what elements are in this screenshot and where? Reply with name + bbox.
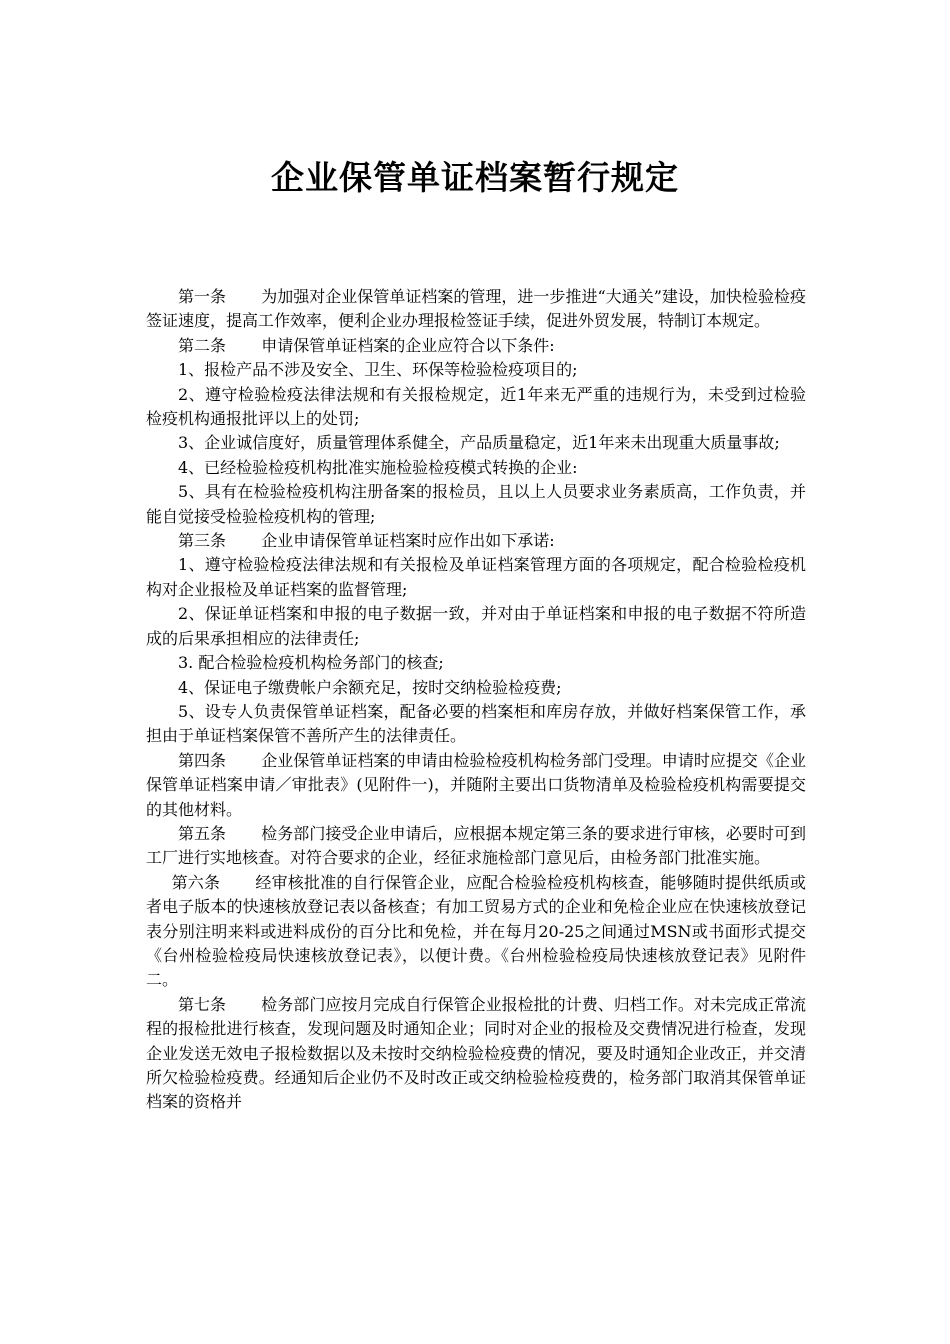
list-item <box>146 480 806 529</box>
list-item <box>146 358 806 382</box>
article-text: 检务部门接受企业申请后，应根据本规定第三条的要求进行审核，必要时可到工厂进行实地核查。对符合要求的企业，经征求施检部门意见后，由检务部门批准实施。 <box>146 823 806 868</box>
article-text: 为加强对企业保管单证档案的管理，进一步推进“大通关”建设，加快检验检疫签证速度，提高工作效率，便利企业办理报检签证手续，促进外贸发展，特制订本规定。 <box>146 287 806 331</box>
list-item-text: 2、遵守检验检疫法律法规和有关报检规定，近1年来无严重的违规行为，未受到过检验检疫机构通报批评以上的处罚; <box>146 384 806 429</box>
article-text: 企业申请保管单证档案时应作出如下承诺: <box>261 531 555 551</box>
list-item <box>146 651 806 675</box>
list-item-text: 2、保证单证档案和申报的电子数据一致，并对由于单证档案和申报的电子数据不符所造成的后果承担相应的法律责任; <box>146 604 806 648</box>
document-body <box>146 285 806 1115</box>
article-6 <box>146 871 806 993</box>
article-label: 第四条 <box>178 750 227 770</box>
list-item <box>146 383 806 432</box>
article-5 <box>146 822 806 871</box>
list-item <box>146 431 806 455</box>
list-item-text: 4、保证电子缴费帐户余额充足，按时交纳检验检疫费; <box>178 677 562 697</box>
list-item-text: 3. 配合检验检疫机构检务部门的核查; <box>178 653 444 673</box>
article-text: 检务部门应按月完成自行保管企业报检批的计费、归档工作。对未完成正常流程的报检批进行核查，发现问题及时通知企业；同时对企业的报检及交费情况进行检查，发现企业发送无效电子报检数据以及未按时交纳检验检疫费的情况，要及时通知企业改正，并交清所欠检验检疫费。经通知后企业仍不及时改正或交纳检验检疫费的，检务部门取消其保管单证档案的资格并 <box>146 994 806 1112</box>
list-item-text: 5、具有在检验检疫机构注册备案的报检员，且以上人员要求业务素质高，工作负责，并能自觉接受检验检疫机构的管理; <box>146 482 806 526</box>
article-label: 第二条 <box>178 335 227 355</box>
article-label: 第五条 <box>178 823 227 843</box>
article-3 <box>146 529 806 553</box>
list-item <box>146 602 806 651</box>
article-2 <box>146 334 806 358</box>
page-title: 企业保管单证档案暂行规定 <box>271 158 679 197</box>
list-item <box>146 700 806 749</box>
list-item <box>146 456 806 480</box>
article-text: 经审核批准的自行保管企业，应配合检验检疫机构核查，能够随时提供纸质或者电子版本的快速核放登记表以备核查；有加工贸易方式的企业和免检企业应在快速核放登记表分别注明来料或进料成份的百分比和免检，并在每月20-25之间通过MSN或书面形式提交《台州检验检疫局快速核放登记表》，以便计费。《台州检验检疫局快速核放登记表》见附件二。 <box>146 872 806 990</box>
list-item-text: 5、设专人负责保管单证档案，配备必要的档案柜和库房存放，并做好档案保管工作，承担由于单证档案保管不善所产生的法律责任。 <box>146 701 806 746</box>
list-item-text: 4、已经检验检疫机构批准实施检验检疫模式转换的企业: <box>178 457 578 477</box>
article-1 <box>146 285 806 334</box>
article-4 <box>146 749 806 822</box>
article-label: 第一条 <box>178 287 227 306</box>
list-item <box>146 553 806 602</box>
article-7 <box>146 993 806 1115</box>
list-item-text: 1、遵守检验检疫法律法规和有关报检及单证档案管理方面的各项规定，配合检验检疫机构对企业报检及单证档案的监督管理; <box>146 555 806 599</box>
article-label: 第六条 <box>171 872 221 892</box>
article-text: 申请保管单证档案的企业应符合以下条件: <box>261 335 555 355</box>
article-label: 第三条 <box>178 531 227 551</box>
article-label: 第七条 <box>178 994 227 1014</box>
article-text: 企业保管单证档案的申请由检验检疫机构检务部门受理。申请时应提交《企业保管单证档案申请／审批表》(见附件一)，并随附主要出口货物清单及检验检疫机构需要提交的其他材料。 <box>146 750 806 819</box>
list-item-text: 1、报检产品不涉及安全、卫生、环保等检验检疫项目的; <box>178 360 578 380</box>
list-item <box>146 676 806 700</box>
list-item-text: 3、企业诚信度好，质量管理体系健全，产品质量稳定，近1年来未出现重大质量事故; <box>178 433 780 453</box>
